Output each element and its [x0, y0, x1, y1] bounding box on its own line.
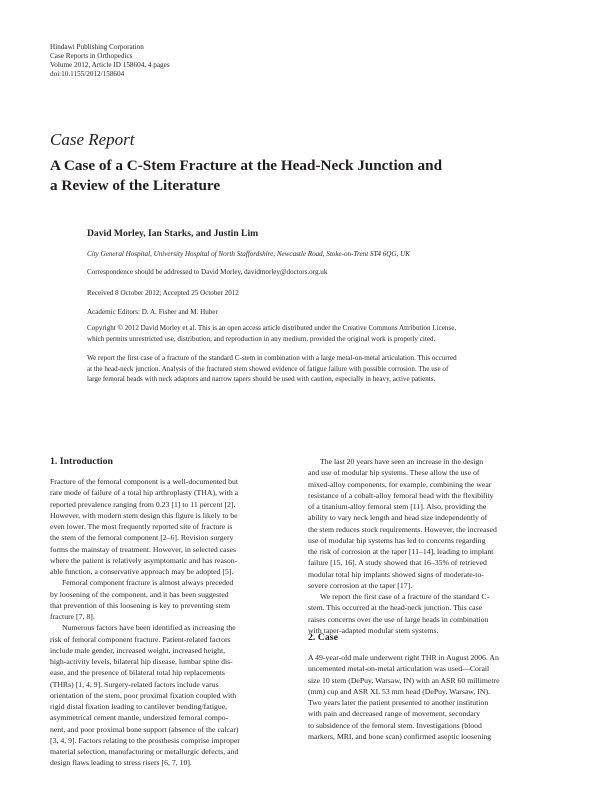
body-line: Two years later the patient presented to another institution — [308, 698, 489, 707]
body-line: the risk of corrosion at the taper [11–14], leading to implant — [308, 547, 494, 556]
body-line: the stem of the femoral component [2–6]. Revision surgery — [50, 533, 234, 543]
body-line: severe corrosion at the taper [17]. — [308, 580, 413, 590]
body-line: The last 20 years have seen an increase in the design — [320, 457, 484, 466]
author-list: David Morley, Ian Starks, and Justin Lim — [87, 228, 259, 239]
body-line: and use of modular hip systems. These allow the use of — [308, 468, 480, 478]
body-line: the stem reduces stock requirements. However, the increased — [308, 524, 497, 534]
doi-line: doi:10.1155/2012/158604 — [50, 70, 125, 78]
body-line: rigid distal fixation leading to cantilever bending/fatigue, — [50, 702, 228, 711]
article-title — [50, 156, 550, 196]
body-line: able function, a conservative approach may be adopted [5]. — [50, 567, 234, 576]
copyright-line: Copyright © 2012 David Morley et al. This is an open access article distributed under the Creative Commons Attribution License, — [87, 324, 457, 332]
body-line: Numerous factors have been identified as increasing the — [62, 623, 236, 633]
body-line: Femoral component fracture is almost always preceded — [62, 578, 234, 588]
body-line: uncemented metal-on-metal articulation was used—Corail — [308, 664, 490, 674]
affiliation: City General Hospital, University Hospital of North Staffordshire, Newcastle Road, Stoke-on-Trent ST4 6QG, UK — [87, 250, 410, 258]
copyright-notice — [87, 323, 550, 344]
body-line: However, with modern stem design this figure is likely to be — [50, 510, 238, 520]
correspondence-line: Correspondence should be addressed to David Morley, davidmorley@doctors.org.uk — [87, 268, 328, 276]
body-line: that prevention of this loosening is key to preventing stem — [50, 600, 231, 610]
body-line: raises concerns over the use of large heads in combination — [308, 614, 489, 624]
introduction-continued-body — [308, 456, 550, 636]
section-heading-introduction: 1. Introduction — [50, 456, 113, 467]
body-line: by loosening of the component, and it has been suggested — [50, 589, 229, 599]
abstract-line: large femoral heads with neck adaptors and narrow tapers should be used with caution, especially in heavy, active patients. — [87, 375, 436, 383]
body-line: asymmetrical cement mantle, undersized femoral compo- — [50, 713, 229, 723]
body-line: with pain and decreased range of movement, secondary — [308, 709, 481, 719]
body-line: nent, and poor proximal bone support (absence of the calcar) — [50, 724, 239, 734]
body-line: even lower. The most frequently reported site of fracture is — [50, 522, 233, 531]
article-type: Case Report — [50, 130, 135, 149]
editors-line: Academic Editors: D. A. Fisher and M. Huber — [87, 308, 218, 316]
body-line: use of modular hip systems has led to concerns regarding — [308, 535, 486, 545]
copyright-line: which permits unrestricted use, distribution, and reproduction in any medium, provided the original work is properly cited. — [87, 334, 436, 343]
volume-line: Volume 2012, Article ID 158604, 4 pages — [50, 61, 170, 69]
body-line: reported prevalence ranging from 0.23 [1] to 11 percent [2]. — [50, 499, 236, 509]
abstract — [87, 353, 550, 385]
body-line: rare mode of failure of a total hip arthroplasty (THA), with a — [50, 488, 239, 498]
journal-name: Case Reports in Orthopedics — [50, 52, 133, 60]
body-line: to subsidence of the femoral stem. Investigations (blood — [308, 720, 482, 730]
body-line: modular total hip implants showed signs of moderate-to- — [308, 569, 484, 579]
body-line: Fracture of the femoral component is a well-documented but — [50, 477, 239, 486]
body-line: size 10 stem (DePuy, Warsaw, IN) with an ASR 60 millimetre — [308, 675, 500, 685]
body-line: ease, and the presence of bilateral total hip replacements — [50, 668, 225, 678]
body-line: (THRs) [1, 4, 9]. Surgery-related factors include varus — [50, 679, 219, 689]
body-line: risk of femoral component fracture. Patient-related factors — [50, 634, 231, 644]
body-line: include male gender, increased weight, increased height, — [50, 645, 226, 655]
title-line: a Review of the Literature — [50, 177, 221, 194]
body-line: mixed-alloy components, for example, combining the wear — [308, 479, 492, 489]
body-line: with taper-adapted modular stem systems. — [308, 625, 439, 635]
dates-line: Received 8 October 2012; Accepted 25 October 2012 — [87, 289, 239, 297]
body-line: of a titanium-alloy femoral stem [11]. Also, providing the — [308, 502, 487, 511]
body-line: material selection, manufacturing or metallurgic defects, and — [50, 747, 239, 756]
body-line: resistance of a cobalt-alloy femoral head with the flexibility — [308, 490, 494, 500]
body-line: orientation of the stem, poor proximal fixation coupled with — [50, 690, 237, 700]
abstract-line: at the head-neck junction. Analysis of the fractured stem showed evidence of fatigue failure with possible corrosion. The use of — [87, 364, 449, 373]
introduction-body — [50, 476, 292, 769]
body-line: stem. This occurred at the head-neck junction. This case — [308, 603, 483, 613]
case-body — [308, 652, 550, 742]
body-line: We report the first case of a fracture of the standard C- — [320, 592, 490, 601]
body-line: (mm) cup and ASR XL 53 mm head (DePuy, Warsaw, IN). — [308, 686, 490, 696]
body-line: [3, 4, 9]. Factors relating to the prosthesis comprise improper — [50, 735, 240, 745]
body-line: A 49-year-old male underwent right THR in August 2006. An — [308, 653, 499, 662]
body-line: fracture [7, 8]. — [50, 612, 95, 621]
journal-meta — [50, 43, 170, 79]
body-line: failure [15, 16]. A study showed that 16–35% of retrieved — [308, 558, 487, 568]
abstract-line: We report the first case of a fracture of the standard C-stem in combination with a large metal-on-metal articulation. This occurred — [87, 354, 457, 362]
body-line: where the patient is relatively asymptomatic and has reason- — [50, 555, 238, 565]
title-line: A Case of a C-Stem Fracture at the Head-Neck Junction and — [50, 157, 443, 174]
body-line: markers, MRI, and bone scan) confirmed aseptic loosening — [308, 731, 492, 741]
body-line: design flaws leading to stress risers [6, 7, 10]. — [50, 758, 192, 768]
body-line: forms the mainstay of treatment. However, in selected cases — [50, 544, 237, 554]
body-line: ability to vary neck length and head size independently of — [308, 513, 488, 523]
publisher-name: Hindawi Publishing Corporation — [50, 43, 144, 51]
section-heading-case: 2. Case — [308, 632, 338, 643]
body-line: high-activity levels, bilateral hip disease, lumbar spine dis- — [50, 657, 233, 666]
